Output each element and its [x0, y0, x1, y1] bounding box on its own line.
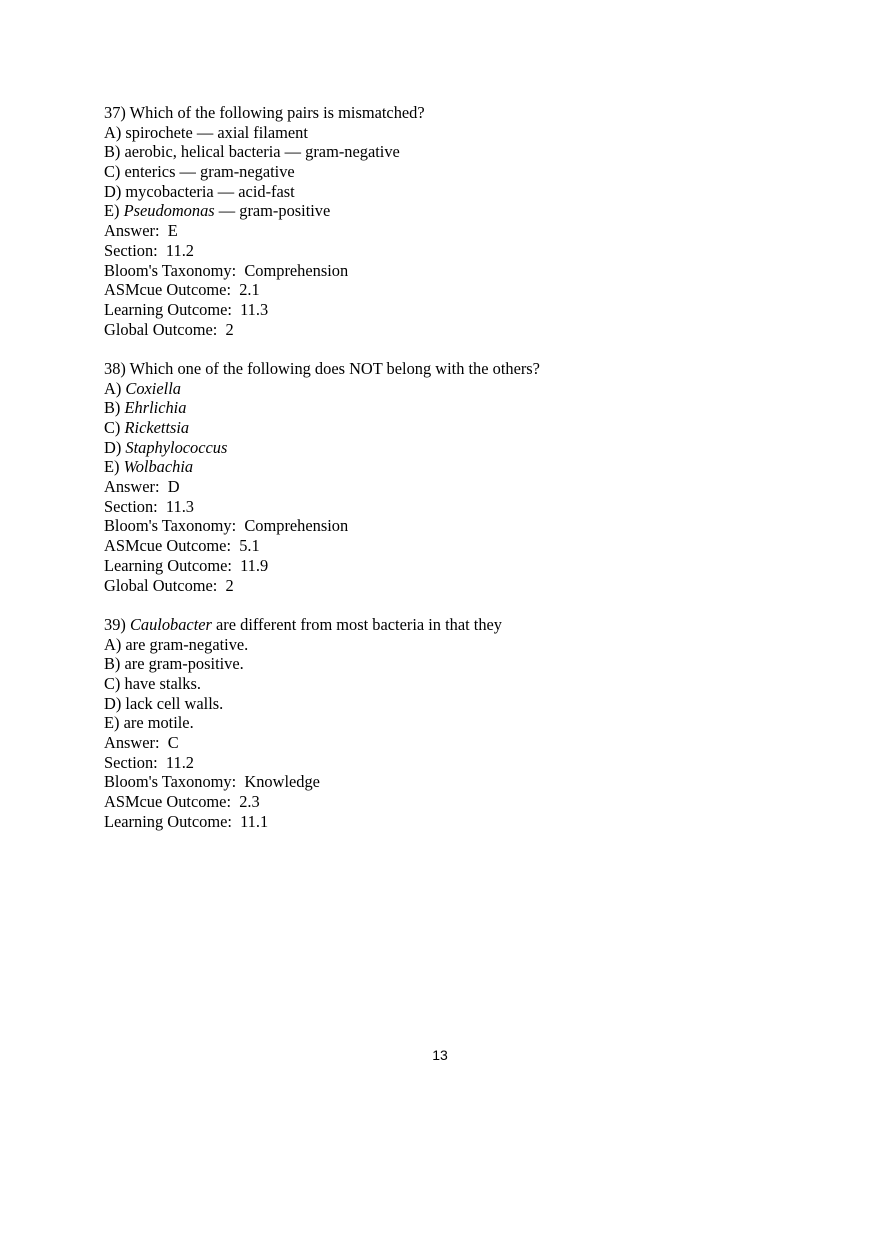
option-italic-text: Rickettsia — [124, 418, 190, 437]
page-number: 13 — [432, 1047, 448, 1063]
option-e — [104, 201, 784, 221]
question-stem — [104, 359, 784, 379]
section-line: Section: 11.2 — [104, 240, 194, 260]
question-number: 38) — [104, 358, 126, 378]
option-letter: A) — [104, 634, 122, 654]
option-d — [104, 438, 784, 458]
option-letter: A) — [104, 378, 122, 398]
option-b — [104, 398, 784, 418]
option-italic-text: Coxiella — [125, 378, 181, 398]
option-c — [104, 418, 784, 438]
section-line: Section: 11.3 — [104, 496, 194, 516]
learning-outcome-line: Learning Outcome: 11.1 — [104, 811, 269, 831]
option-text: lack cell walls. — [125, 693, 224, 713]
blooms-line: Bloom's Taxonomy: Comprehension — [104, 516, 349, 536]
answer-line: Answer: C — [104, 733, 179, 752]
answer-line: Answer: E — [104, 221, 178, 241]
option-text: are motile. — [123, 713, 194, 733]
question-39 — [104, 615, 784, 832]
option-c — [104, 674, 784, 694]
option-e — [104, 713, 784, 733]
option-d — [104, 694, 784, 714]
learning-outcome-line: Learning Outcome: 11.9 — [104, 555, 269, 575]
option-a — [104, 379, 784, 399]
option-letter: E) — [104, 201, 120, 221]
option-text: are gram-positive. — [124, 654, 244, 674]
question-38 — [104, 359, 784, 595]
answer-line: Answer: D — [104, 477, 180, 497]
option-letter: D) — [104, 693, 122, 713]
option-letter: C) — [104, 418, 121, 437]
option-letter: E) — [104, 713, 120, 733]
option-e — [104, 457, 784, 477]
question-text: Which one of the following does NOT belong with the others? — [129, 358, 540, 378]
asmcue-line: ASMcue Outcome: 5.1 — [104, 536, 260, 556]
option-letter: C) — [104, 162, 121, 182]
option-a — [104, 123, 784, 143]
option-text: mycobacteria — acid-fast — [125, 181, 295, 201]
question-stem — [104, 615, 784, 635]
option-text: enterics — gram-negative — [124, 162, 295, 182]
question-italic-text: Caulobacter — [129, 614, 212, 634]
option-letter: E) — [104, 457, 120, 477]
question-list — [104, 103, 784, 851]
option-c — [104, 162, 784, 182]
option-letter: C) — [104, 673, 121, 693]
blooms-line: Bloom's Taxonomy: Comprehension — [104, 260, 349, 280]
option-letter: B) — [104, 142, 121, 162]
global-outcome-line: Global Outcome: 2 — [104, 319, 234, 339]
asmcue-line: ASMcue Outcome: 2.3 — [104, 792, 260, 812]
option-a — [104, 635, 784, 655]
blooms-line: Bloom's Taxonomy: Knowledge — [104, 772, 320, 792]
option-text: — gram-positive — [214, 201, 331, 221]
option-b — [104, 654, 784, 674]
asmcue-line: ASMcue Outcome: 2.1 — [104, 280, 260, 300]
option-italic-text: Wolbachia — [123, 457, 194, 477]
question-text: are different from most bacteria in that they — [211, 614, 502, 634]
option-letter: D) — [104, 181, 122, 201]
option-letter: B) — [104, 398, 121, 418]
option-text: are gram-negative. — [125, 634, 249, 654]
option-text: have stalks. — [124, 673, 201, 693]
option-italic-text: Staphylococcus — [125, 437, 228, 457]
question-stem — [104, 103, 784, 123]
section-line: Section: 11.2 — [104, 752, 194, 772]
option-text: spirochete — axial filament — [125, 122, 308, 142]
option-text: aerobic, helical bacteria — gram-negative — [124, 142, 400, 162]
option-letter: A) — [104, 122, 122, 142]
global-outcome-line: Global Outcome: 2 — [104, 575, 234, 595]
option-italic-text: Ehrlichia — [124, 398, 187, 418]
question-number: 37) — [104, 103, 126, 122]
question-37 — [104, 103, 784, 339]
option-letter: D) — [104, 437, 122, 457]
learning-outcome-line: Learning Outcome: 11.3 — [104, 299, 269, 319]
option-letter: B) — [104, 654, 121, 674]
question-text: Which of the following pairs is mismatched? — [129, 103, 425, 122]
option-italic-text: Pseudomonas — [123, 201, 215, 221]
question-number: 39) — [104, 614, 126, 634]
option-b — [104, 142, 784, 162]
option-d — [104, 182, 784, 202]
